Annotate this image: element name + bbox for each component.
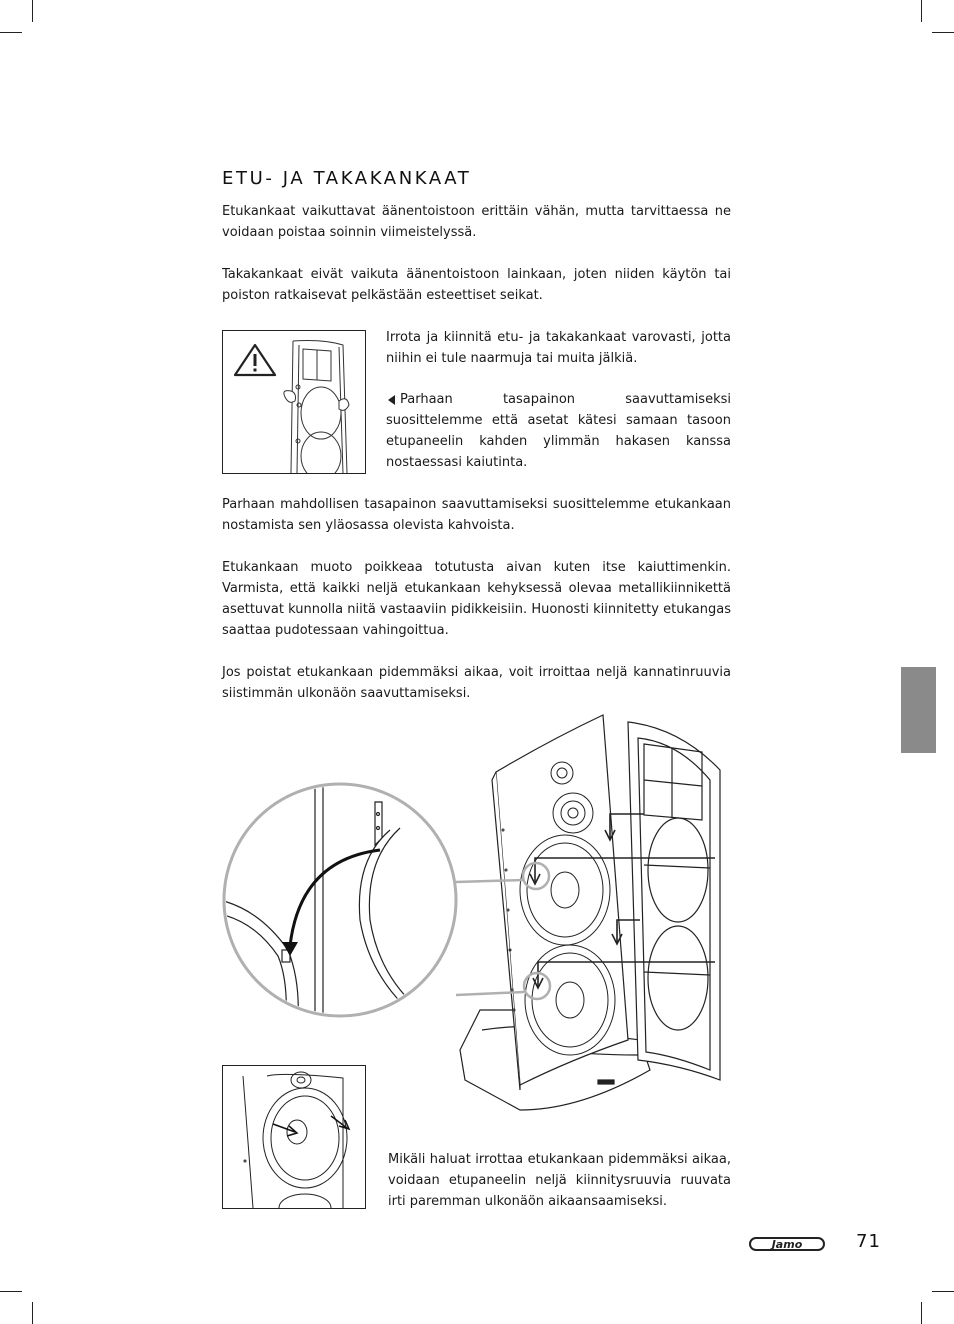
paragraph-screws-removal: Mikäli haluat irrottaa etukankaan pidemmäksi aikaa, voidaan etupaneelin neljä kiinnitysruuvia ruuvata irti paremman ulkonäön aikaansaamiseksi. [388, 1152, 731, 1209]
svg-text:Jamo: Jamo [771, 1238, 803, 1251]
crop-mark [0, 32, 22, 33]
warning-bullet-text [386, 389, 731, 473]
page-number: 71 [856, 1231, 881, 1252]
paragraph-remove-screws: Jos poistat etukankaan pidemmäksi aikaa, voit irroittaa neljä kannatinruuvia siistimmän ulkonäön saavuttamiseksi. [222, 665, 731, 701]
warning-triangle-icon [235, 345, 275, 375]
crop-mark [932, 32, 954, 33]
speaker-cabinet [492, 715, 628, 1090]
crop-mark [0, 1291, 22, 1292]
warning-text-2: Parhaan tasapainon saavuttamiseksi suosittelemme että asetat kätesi samaan tasoon etupaneelin kahden ylimmän hakasen kanssa nostaessasi kaiutinta. [386, 392, 731, 470]
paragraph-grille-shape: Etukankaan muoto poikkeaa totutusta aivan kuten itse kaiuttimenkin. Varmista, että kaikki neljä etukankaan kehyksessä olevaa metallikiinnikettä asettuvat kunnolla niitä vastaaviin pidikkeisiin. Huonosti kiinnitetty etukangas saattaa pudotessaan vahingoittua. [222, 560, 731, 638]
warning-illustration [222, 330, 366, 474]
crop-mark [921, 1302, 922, 1324]
paragraph-front-grilles: Etukankaat vaikuttavat äänentoistoon erittäin vähän, mutta tarvittaessa ne voidaan poistaa soinnin viimeistelyssä. [222, 204, 731, 240]
left-triangle-bullet-icon [388, 395, 396, 405]
screw-removal-illustration [222, 1065, 366, 1209]
brand-logo [748, 1232, 828, 1254]
section-title: ETU- JA TAKAKANKAAT [222, 168, 472, 190]
paragraph-lifting: Parhaan mahdollisen tasapainon saavuttamiseksi suosittelemme etukankaan nostamista sen yläosassa olevista kahvoista. [222, 497, 731, 533]
warning-text-1: Irrota ja kiinnitä etu- ja takakankaat varovasti, jotta niihin ei tule naarmuja tai muita jälkiä. [386, 330, 731, 366]
detail-zoom-circle [220, 784, 456, 1020]
paragraph-back-grilles: Takakankaat eivät vaikuta äänentoistoon lainkaan, joten niiden käytön tai poiston ratkaisevat pelkästään esteettiset seikat. [222, 267, 731, 303]
crop-mark [932, 1291, 954, 1292]
front-grille [628, 722, 720, 1080]
crop-mark [32, 1302, 33, 1324]
speaker-grille-illustration [220, 710, 740, 1125]
language-side-tab [901, 667, 936, 753]
crop-mark [32, 0, 33, 22]
hand-sketch [284, 391, 349, 411]
crop-mark [921, 0, 922, 22]
